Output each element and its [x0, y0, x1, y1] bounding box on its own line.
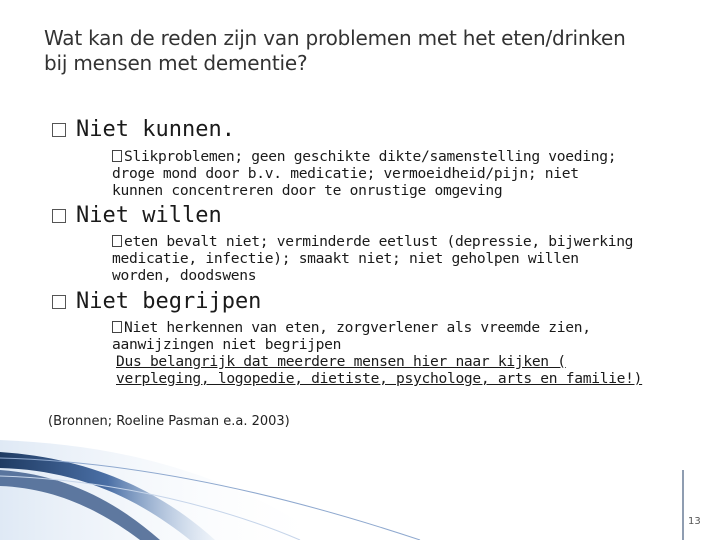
- sub-line-text: Slikproblemen; geen geschikte dikte/samenstelling voeding;: [124, 148, 617, 165]
- sub-line: aanwijzingen niet begrijpen: [112, 336, 342, 353]
- bullet-heading: Niet begrijpen: [76, 289, 262, 314]
- bullet-heading: Niet kunnen.: [76, 117, 235, 142]
- underlined-line: Dus belangrijk dat meerdere mensen hier naar kijken (: [116, 353, 566, 370]
- slide-title-line-2: bij mensen met dementie?: [44, 51, 308, 75]
- sub-line: worden, doodswens: [112, 267, 257, 284]
- slide-title-line-1: Wat kan de reden zijn van problemen met het eten/drinken: [44, 26, 626, 50]
- page-number: 13: [688, 516, 701, 527]
- underlined-line: verpleging, logopedie, dietiste, psychologe, arts en familie!): [116, 370, 643, 387]
- sub-line-text: Niet herkennen van eten, zorgverlener als vreemde zien,: [124, 319, 591, 336]
- bullet-heading: Niet willen: [76, 203, 222, 228]
- sub-line: kunnen concentreren door te onrustige omgeving: [112, 182, 503, 199]
- sub-line: droge mond door b.v. medicatie; vermoeidheid/pijn; niet: [112, 165, 579, 182]
- source-citation: (Bronnen; Roeline Pasman e.a. 2003): [48, 414, 290, 429]
- sub-line: medicatie, infectie); smaakt niet; niet geholpen willen: [112, 250, 579, 267]
- sub-line-text: eten bevalt niet; verminderde eetlust (depressie, bijwerking: [124, 233, 634, 250]
